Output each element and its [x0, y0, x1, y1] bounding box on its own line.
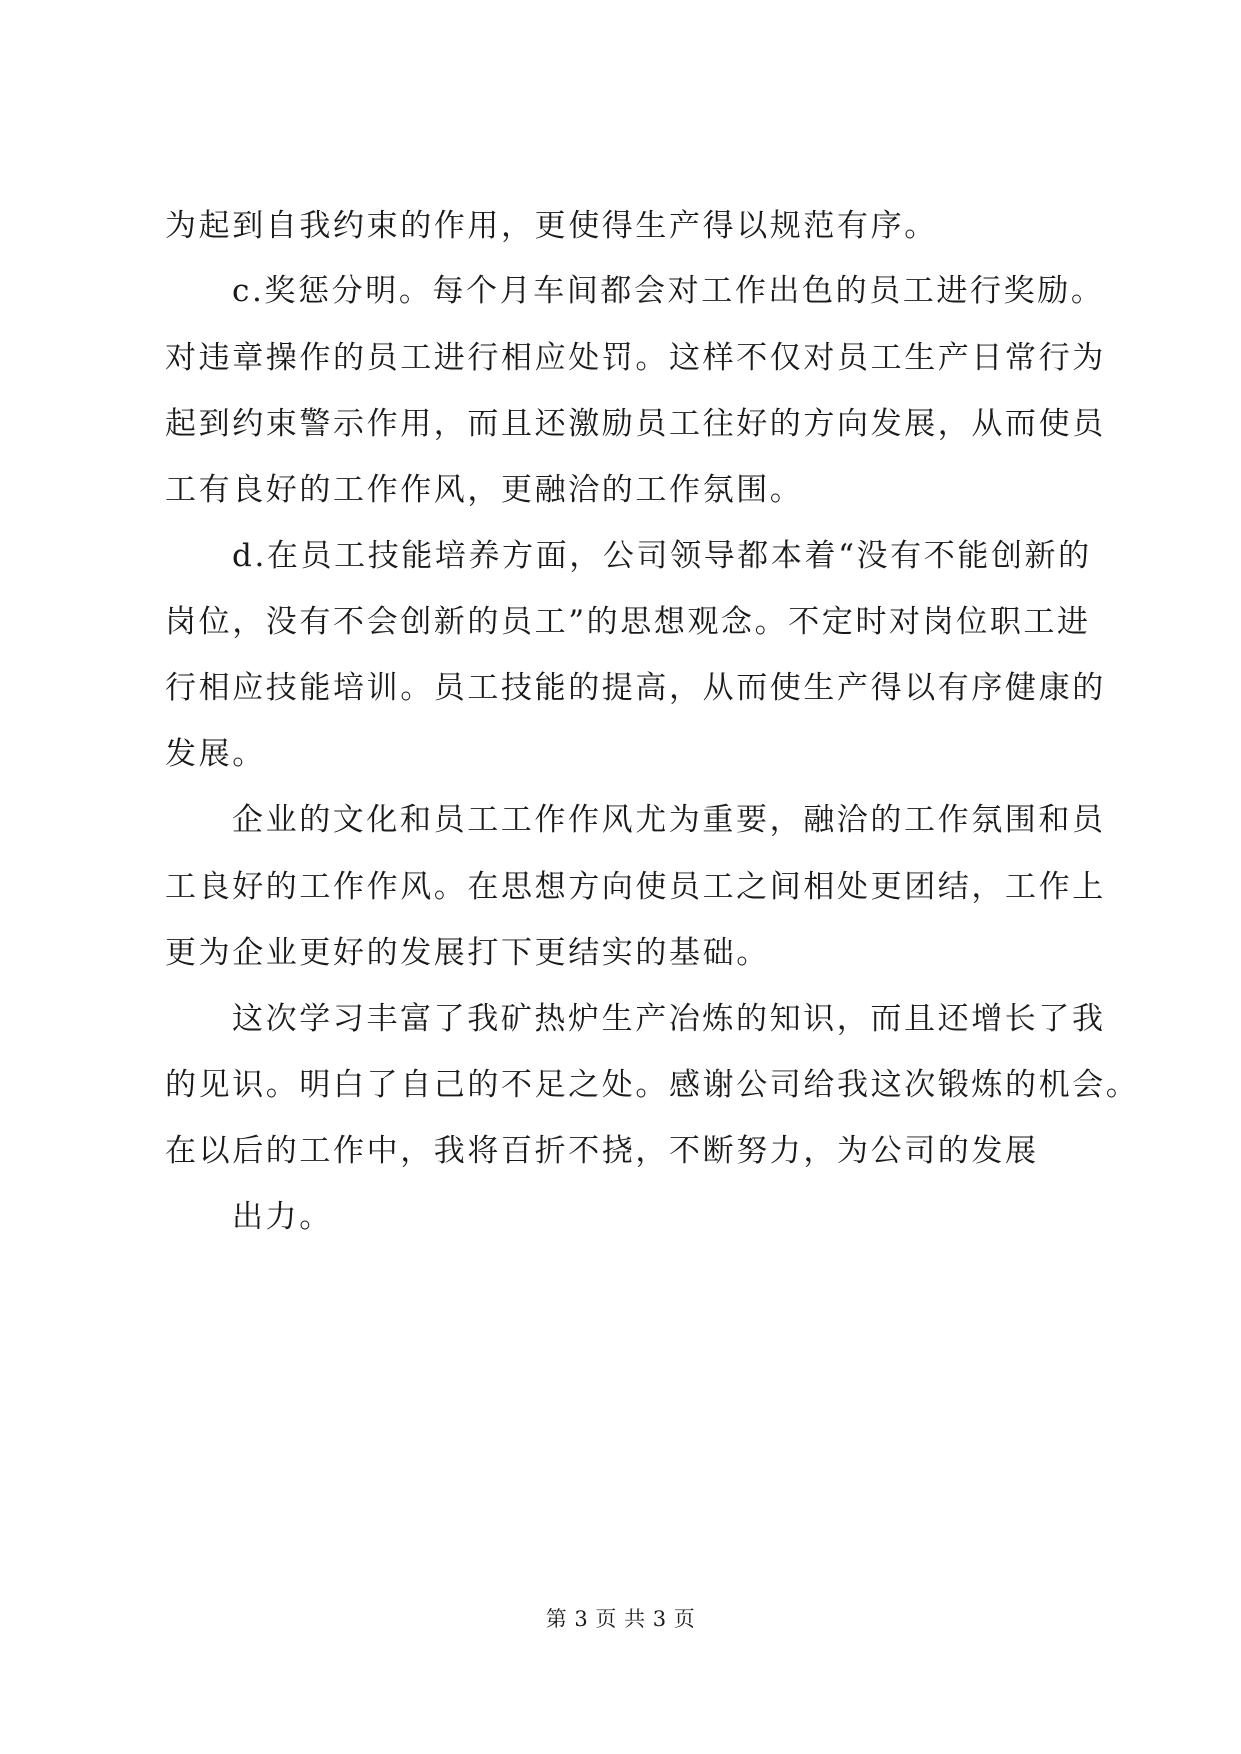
text-line: d.在员工技能培养方面，公司领导都本着“没有不能创新的	[232, 538, 1092, 574]
text-line: 行相应技能培训。员工技能的提高，从而使生产得以有序健康的	[165, 670, 1106, 706]
text-line: 出力。	[232, 1199, 333, 1235]
text-line: 工有良好的工作作风，更融洽的工作氛围。	[165, 472, 804, 508]
text-line: 工良好的工作作风。在思想方向使员工之间相处更团结，工作上	[165, 869, 1106, 905]
text-line: 起到约束警示作用，而且还激励员工往好的方向发展，从而使员	[165, 406, 1106, 442]
text-line: c.奖惩分明。每个月车间都会对工作出色的员工进行奖励。	[232, 273, 1105, 309]
text-line: 在以后的工作中，我将百折不挠，不断努力，为公司的发展	[165, 1133, 1039, 1169]
page-number: 第 3 页 共 3 页	[545, 1607, 696, 1631]
text-line: 这次学习丰富了我矿热炉生产冶炼的知识，而且还增长了我	[232, 1001, 1106, 1037]
text-line: 的见识。明白了自己的不足之处。感谢公司给我这次锻炼的机会。	[165, 1067, 1140, 1103]
text-line: 更为企业更好的发展打下更结实的基础。	[165, 935, 770, 971]
text-line: 岗位，没有不会创新的员工”的思想观念。不定时对岗位职工进	[165, 604, 1091, 640]
text-line: 为起到自我约束的作用，更使得生产得以规范有序。	[165, 208, 938, 244]
text-line: 发展。	[165, 736, 266, 772]
text-line: 对违章操作的员工进行相应处罚。这样不仅对员工生产日常行为	[165, 340, 1106, 376]
text-line: 企业的文化和员工工作作风尤为重要，融洽的工作氛围和员	[232, 802, 1106, 838]
